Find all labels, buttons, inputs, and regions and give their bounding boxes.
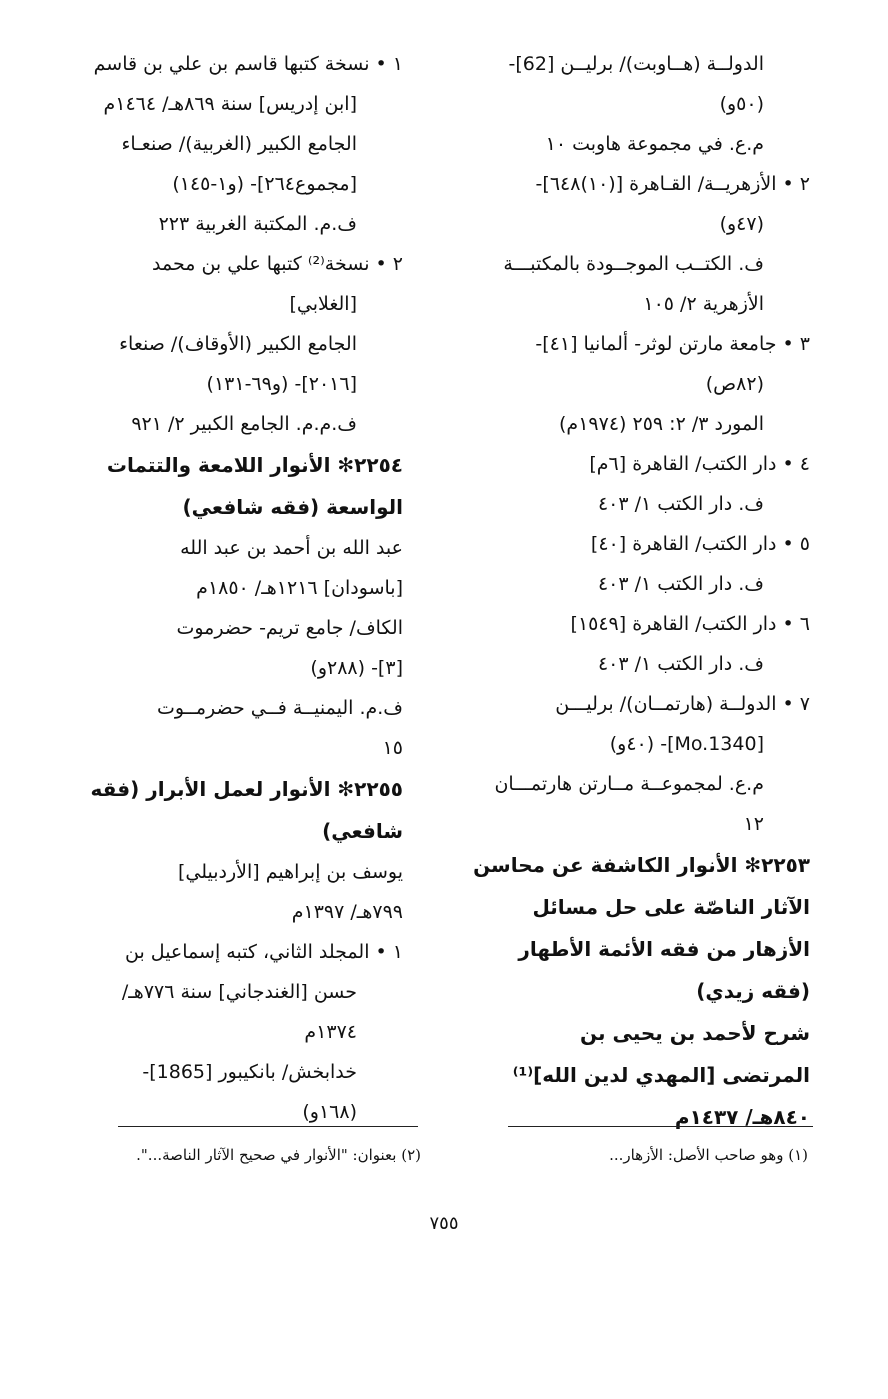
left-column-line: [٣]- (٢٨٨و) [310, 657, 403, 679]
right-column-line: الأزهار من فقه الأئمة الأطهار [518, 937, 810, 961]
right-column-line: ف. دار الكتب ١/ ٤٠٣ [597, 573, 764, 595]
left-column-line: [الغلابي] [289, 293, 357, 315]
left-column-line: (١٦٨و) [302, 1101, 357, 1123]
left-column-line: ف.م. اليمنيــة فــي حضرمــوت [157, 697, 403, 719]
footnote-1: (١) وهو صاحب الأصل: الأزهار... [609, 1146, 808, 1164]
footnote-divider-left [118, 1126, 418, 1127]
right-column-line: ف. دار الكتب ١/ ٤٠٣ [597, 493, 764, 515]
right-column-line: ٢ • الأزهريــة/ القـاهرة [(١٠)٦٤٨]- [535, 173, 810, 195]
right-column-line: الأزهرية ٢/ ١٠٥ [643, 293, 764, 315]
left-column-line: الكاف/ جامع تريم- حضرموت [176, 617, 403, 639]
left-column-line: يوسف بن إبراهيم [الأردبيلي] [177, 861, 403, 883]
right-column-line: (فقه زيدي) [696, 979, 810, 1003]
right-column-line: (٤٧و) [719, 213, 764, 235]
left-column-line: [مجموع٢٦٤]- (و١-١٤٥) [172, 173, 357, 195]
right-column-line: شرح لأحمد بن يحيى بن [580, 1021, 810, 1045]
left-column-line: ٢٢٥٤✻ الأنوار اللامعة والتتمات [106, 453, 403, 477]
left-column-line: ١٥ [382, 737, 403, 759]
right-column-line: الآثار الناصّة على حل مسائل [532, 895, 810, 919]
right-column-line: ٣ • جامعة مارتن لوثر- ألمانيا [٤١]- [535, 333, 810, 355]
right-column-line: ف. دار الكتب ١/ ٤٠٣ [597, 653, 764, 675]
footnote-2: (٢) بعنوان: "الأنوار في صحيح الآثار الناصة...". [136, 1146, 421, 1164]
left-column-line: [ابن إدريس] سنة ٨٦٩هـ/ ١٤٦٤م [103, 93, 357, 115]
right-column-line: [Mo.1340]- (٤٠و) [609, 733, 764, 755]
left-column-line: ٧٩٩هـ/ ١٣٩٧م [291, 901, 403, 923]
right-column-line: ٢٢٥٣✻ الأنوار الكاشفة عن محاسن [473, 853, 810, 877]
right-column-line: المرتضى [المهدي لدين الله]⁽¹⁾ [512, 1063, 810, 1087]
left-column-line: ١٣٧٤م [304, 1021, 357, 1043]
right-column-line: الدولــة (هــاوبت)/ برليــن [62]- [508, 53, 764, 75]
right-column-line: (٨٢ص) [705, 373, 764, 395]
right-column-line: ٨٤٠هـ/ ١٤٣٧م [674, 1105, 810, 1129]
right-column-line: م.ع. في مجموعة هاوبت ١٠ [545, 133, 764, 155]
page-number: ٧٥٥ [429, 1213, 459, 1234]
left-column [58, 44, 403, 1132]
footnote-divider-right [508, 1126, 813, 1127]
left-column-line: ٢٢٥٥✻ الأنوار لعمل الأبرار (فقه [90, 777, 403, 801]
right-column-line: (٥٠و) [719, 93, 764, 115]
left-column-line: ١ • المجلد الثاني، كتبه إسماعيل بن [125, 941, 403, 963]
right-column-line: ف. الكتــب الموجــودة بالمكتبـــة [503, 253, 764, 275]
left-column-line: خدابخش/ بانكيبور [1865]- [142, 1061, 357, 1083]
left-column-line: [٢٠١٦]- (و٦٩-١٣١) [206, 373, 357, 395]
left-column-line: عبد الله بن أحمد بن عبد الله [180, 537, 403, 559]
left-column-line: ٢ • نسخة⁽²⁾ كتبها علي بن محمد [152, 253, 403, 275]
left-column-line: شافعي) [322, 819, 403, 843]
right-column-line: المورد ٣/ ٢: ٢٥٩ (١٩٧٤م) [559, 413, 764, 435]
right-column-line: م.ع. لمجموعــة مــارتن هارتمـــان [494, 773, 764, 795]
left-column-line: ف.م.م. الجامع الكبير ٢/ ٩٢١ [131, 413, 357, 435]
left-column-line: [باسودان] ١٢١٦هـ/ ١٨٥٠م [196, 577, 403, 599]
left-column-line: ف.م. المكتبة الغربية ٢٢٣ [158, 213, 357, 235]
left-column-line: الواسعة (فقه شافعي) [182, 495, 403, 519]
right-column-line: ٦ • دار الكتب/ القاهرة [١٥٤٩] [570, 613, 810, 635]
left-column-line: حسن [الغندجاني] سنة ٧٧٦هـ/ [121, 981, 357, 1003]
right-column [465, 44, 810, 1138]
right-column-line: ٤ • دار الكتب/ القاهرة [٦م] [589, 453, 810, 475]
left-column-line: ١ • نسخة كتبها قاسم بن علي بن قاسم [93, 53, 403, 75]
left-column-line: الجامع الكبير (الغربية)/ صنعـاء [121, 133, 357, 155]
right-column-line: ٧ • الدولــة (هارتمــان)/ برليـــن [555, 693, 810, 715]
left-column-line: الجامع الكبير (الأوقاف)/ صنعاء [119, 333, 357, 355]
right-column-line: ٥ • دار الكتب/ القاهرة [٤٠] [590, 533, 810, 555]
right-column-line: ١٢ [743, 813, 764, 835]
